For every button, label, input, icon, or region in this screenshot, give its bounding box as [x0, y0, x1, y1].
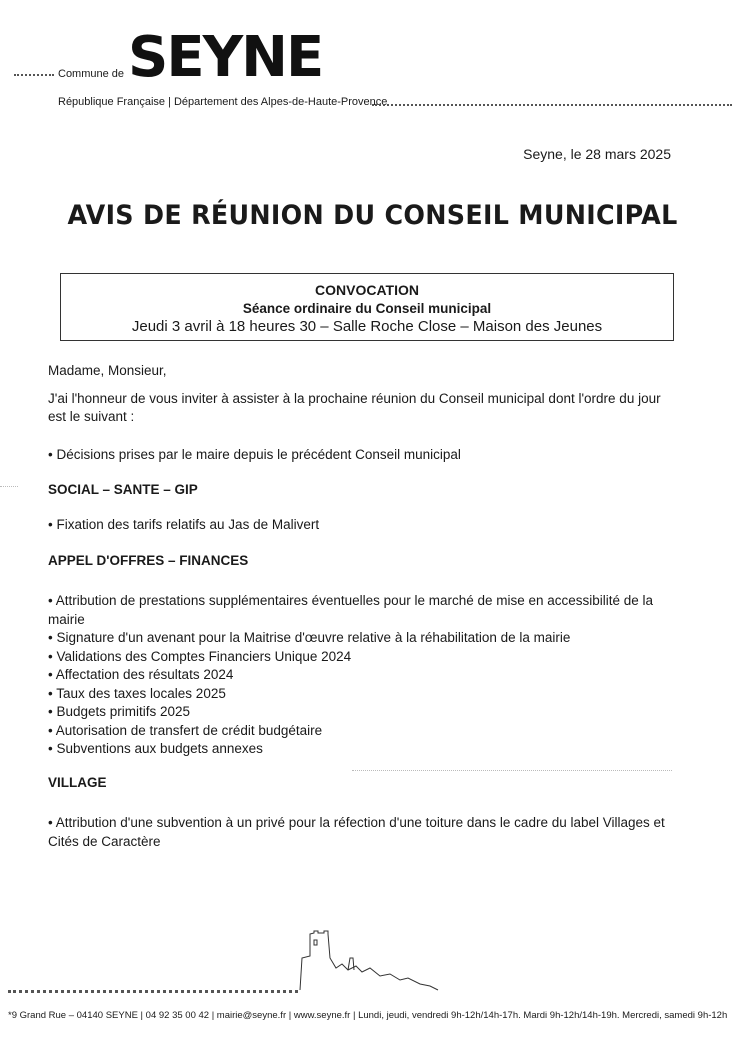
village-list: [48, 814, 673, 851]
margin-mark: [0, 486, 18, 487]
list-item: • Attribution d'une subvention à un privé pour la réfection d'une toiture dans le cadre du label Villages et Cités de Caractère: [48, 814, 673, 851]
section-heading-social: SOCIAL – SANTE – GIP: [48, 482, 198, 497]
convocation-details: Jeudi 3 avril à 18 heures 30 – Salle Roche Close – Maison des Jeunes: [131, 318, 603, 335]
list-item: • Autorisation de transfert de crédit budgétaire: [48, 722, 676, 741]
castle-illustration: [290, 928, 440, 992]
list-item: • Attribution de prestations supplémentaires éventuelles pour le marché de mise en accessibilité de la mairie: [48, 592, 676, 629]
document-date: Seyne, le 28 mars 2025: [523, 146, 671, 162]
list-item: • Validations des Comptes Financiers Unique 2024: [48, 648, 676, 667]
section-heading-finances: APPEL D'OFFRES – FINANCES: [48, 553, 249, 568]
scan-artifact-line: [352, 770, 672, 771]
footer-dotted-rule: [8, 990, 298, 993]
list-item: • Fixation des tarifs relatifs au Jas de Malivert: [48, 516, 678, 535]
commune-de-label: Commune de: [58, 68, 125, 80]
footer-contact: *9 Grand Rue – 04140 SEYNE | 04 92 35 00 42 | mairie@seyne.fr | www.seyne.fr | Lundi, jeudi, vendredi 9h-12h/14h-17h. Mardi 9h-12h/14h-19h. Mercredi, samedi 9h-12h: [8, 1010, 728, 1021]
header-dotted-rule-left: [14, 74, 54, 76]
header-dotted-rule-right: [372, 104, 732, 106]
seyne-logo: SEYNE: [128, 25, 323, 90]
list-item: • Décisions prises par le maire depuis le précédent Conseil municipal: [48, 446, 678, 465]
list-item: • Taux des taxes locales 2025: [48, 685, 676, 704]
general-list: [48, 446, 678, 465]
finances-list: [48, 592, 676, 759]
list-item: • Signature d'un avenant pour la Maitrise d'œuvre relative à la réhabilitation de la mairie: [48, 629, 676, 648]
greeting: Madame, Monsieur,: [48, 363, 167, 378]
convocation-heading: CONVOCATION: [315, 282, 419, 298]
social-list: [48, 516, 678, 535]
header-subtitle: République Française | Département des Alpes-de-Haute-Provence: [58, 96, 388, 108]
section-heading-village: VILLAGE: [48, 775, 107, 790]
convocation-session: Séance ordinaire du Conseil municipal: [242, 301, 492, 316]
list-item: • Budgets primitifs 2025: [48, 703, 676, 722]
list-item: • Subventions aux budgets annexes: [48, 740, 676, 759]
list-item: • Affectation des résultats 2024: [48, 666, 676, 685]
convocation-box: [60, 273, 674, 341]
intro-paragraph: J'ai l'honneur de vous inviter à assister à la prochaine réunion du Conseil municipal dont l'ordre du jour est le suivant :: [48, 391, 661, 424]
page-title: AVIS DE RÉUNION DU CONSEIL MUNICIPAL: [67, 200, 678, 231]
